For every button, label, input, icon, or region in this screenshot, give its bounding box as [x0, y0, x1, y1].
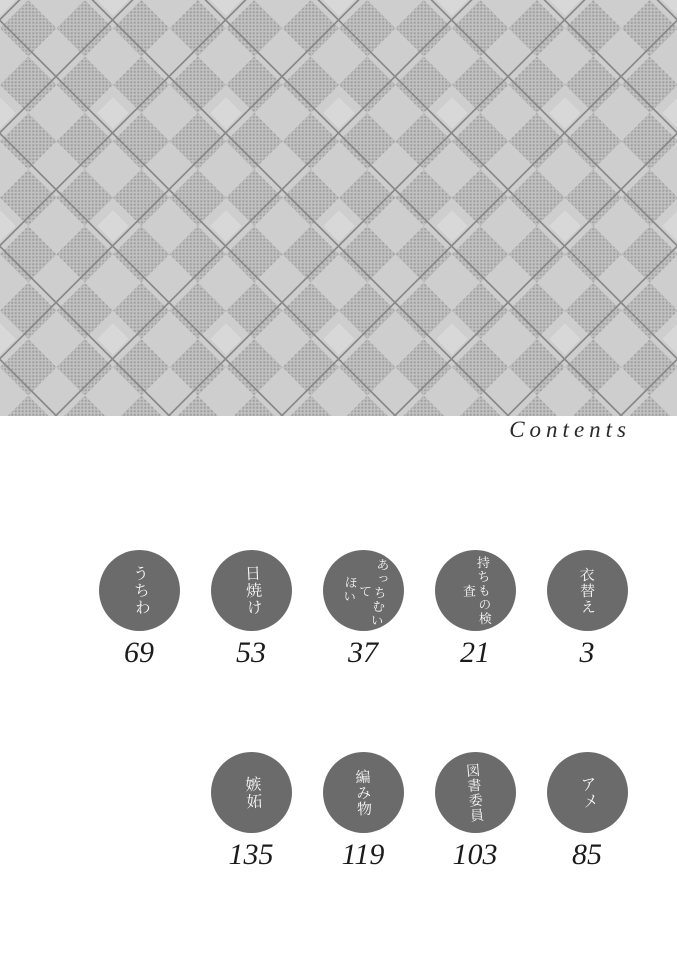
chapter-circle[interactable] [323, 550, 404, 631]
chapter-circle[interactable] [547, 752, 628, 833]
chapter-circle[interactable] [99, 550, 180, 631]
chapter-page-number: 119 [341, 838, 385, 871]
chapter-circle[interactable] [211, 752, 292, 833]
toc-entry-tosho-iin[interactable] [425, 752, 525, 870]
chapter-page-number: 3 [579, 636, 595, 669]
chapter-page-number: 103 [452, 838, 498, 871]
toc-entry-koromogae[interactable] [537, 550, 637, 668]
chapter-circle[interactable] [435, 752, 516, 833]
chapter-page-number: 135 [228, 838, 274, 871]
argyle-banner [0, 0, 677, 416]
toc-entry-ame[interactable] [537, 752, 637, 870]
chapter-title: 衣替え [577, 566, 597, 615]
toc-entry-shitto[interactable] [201, 752, 301, 870]
toc-entry-acchimuitehoi[interactable] [313, 550, 413, 668]
chapter-page-number: 69 [124, 636, 154, 669]
chapter-title: あっちむいて ほい [340, 556, 390, 628]
chapter-title: 日焼け [241, 564, 262, 617]
toc-entry-amimono[interactable] [313, 752, 413, 870]
chapter-circle[interactable] [211, 550, 292, 631]
toc-entry-mochimono-kensa[interactable] [425, 550, 525, 668]
chapter-circle[interactable] [435, 550, 516, 631]
chapter-page-number: 85 [572, 838, 602, 871]
toc-entry-uchiwa[interactable] [89, 550, 189, 668]
chapter-title: 編み物 [353, 768, 373, 817]
chapter-title: 図書委員 [464, 761, 486, 824]
chapter-circle[interactable] [547, 550, 628, 631]
contents-title: Contents [509, 417, 631, 442]
chapter-title: アメ [577, 774, 599, 811]
chapter-page-number: 53 [236, 636, 266, 669]
chapter-title: 持ちもの検査 [460, 554, 493, 626]
chapter-title: 嫉妬 [242, 775, 262, 810]
chapter-circle[interactable] [323, 752, 404, 833]
chapter-page-number: 21 [460, 636, 490, 669]
toc-entry-hiyake[interactable] [201, 550, 301, 668]
chapter-title: うちわ [129, 564, 150, 617]
chapter-page-number: 37 [348, 636, 378, 669]
